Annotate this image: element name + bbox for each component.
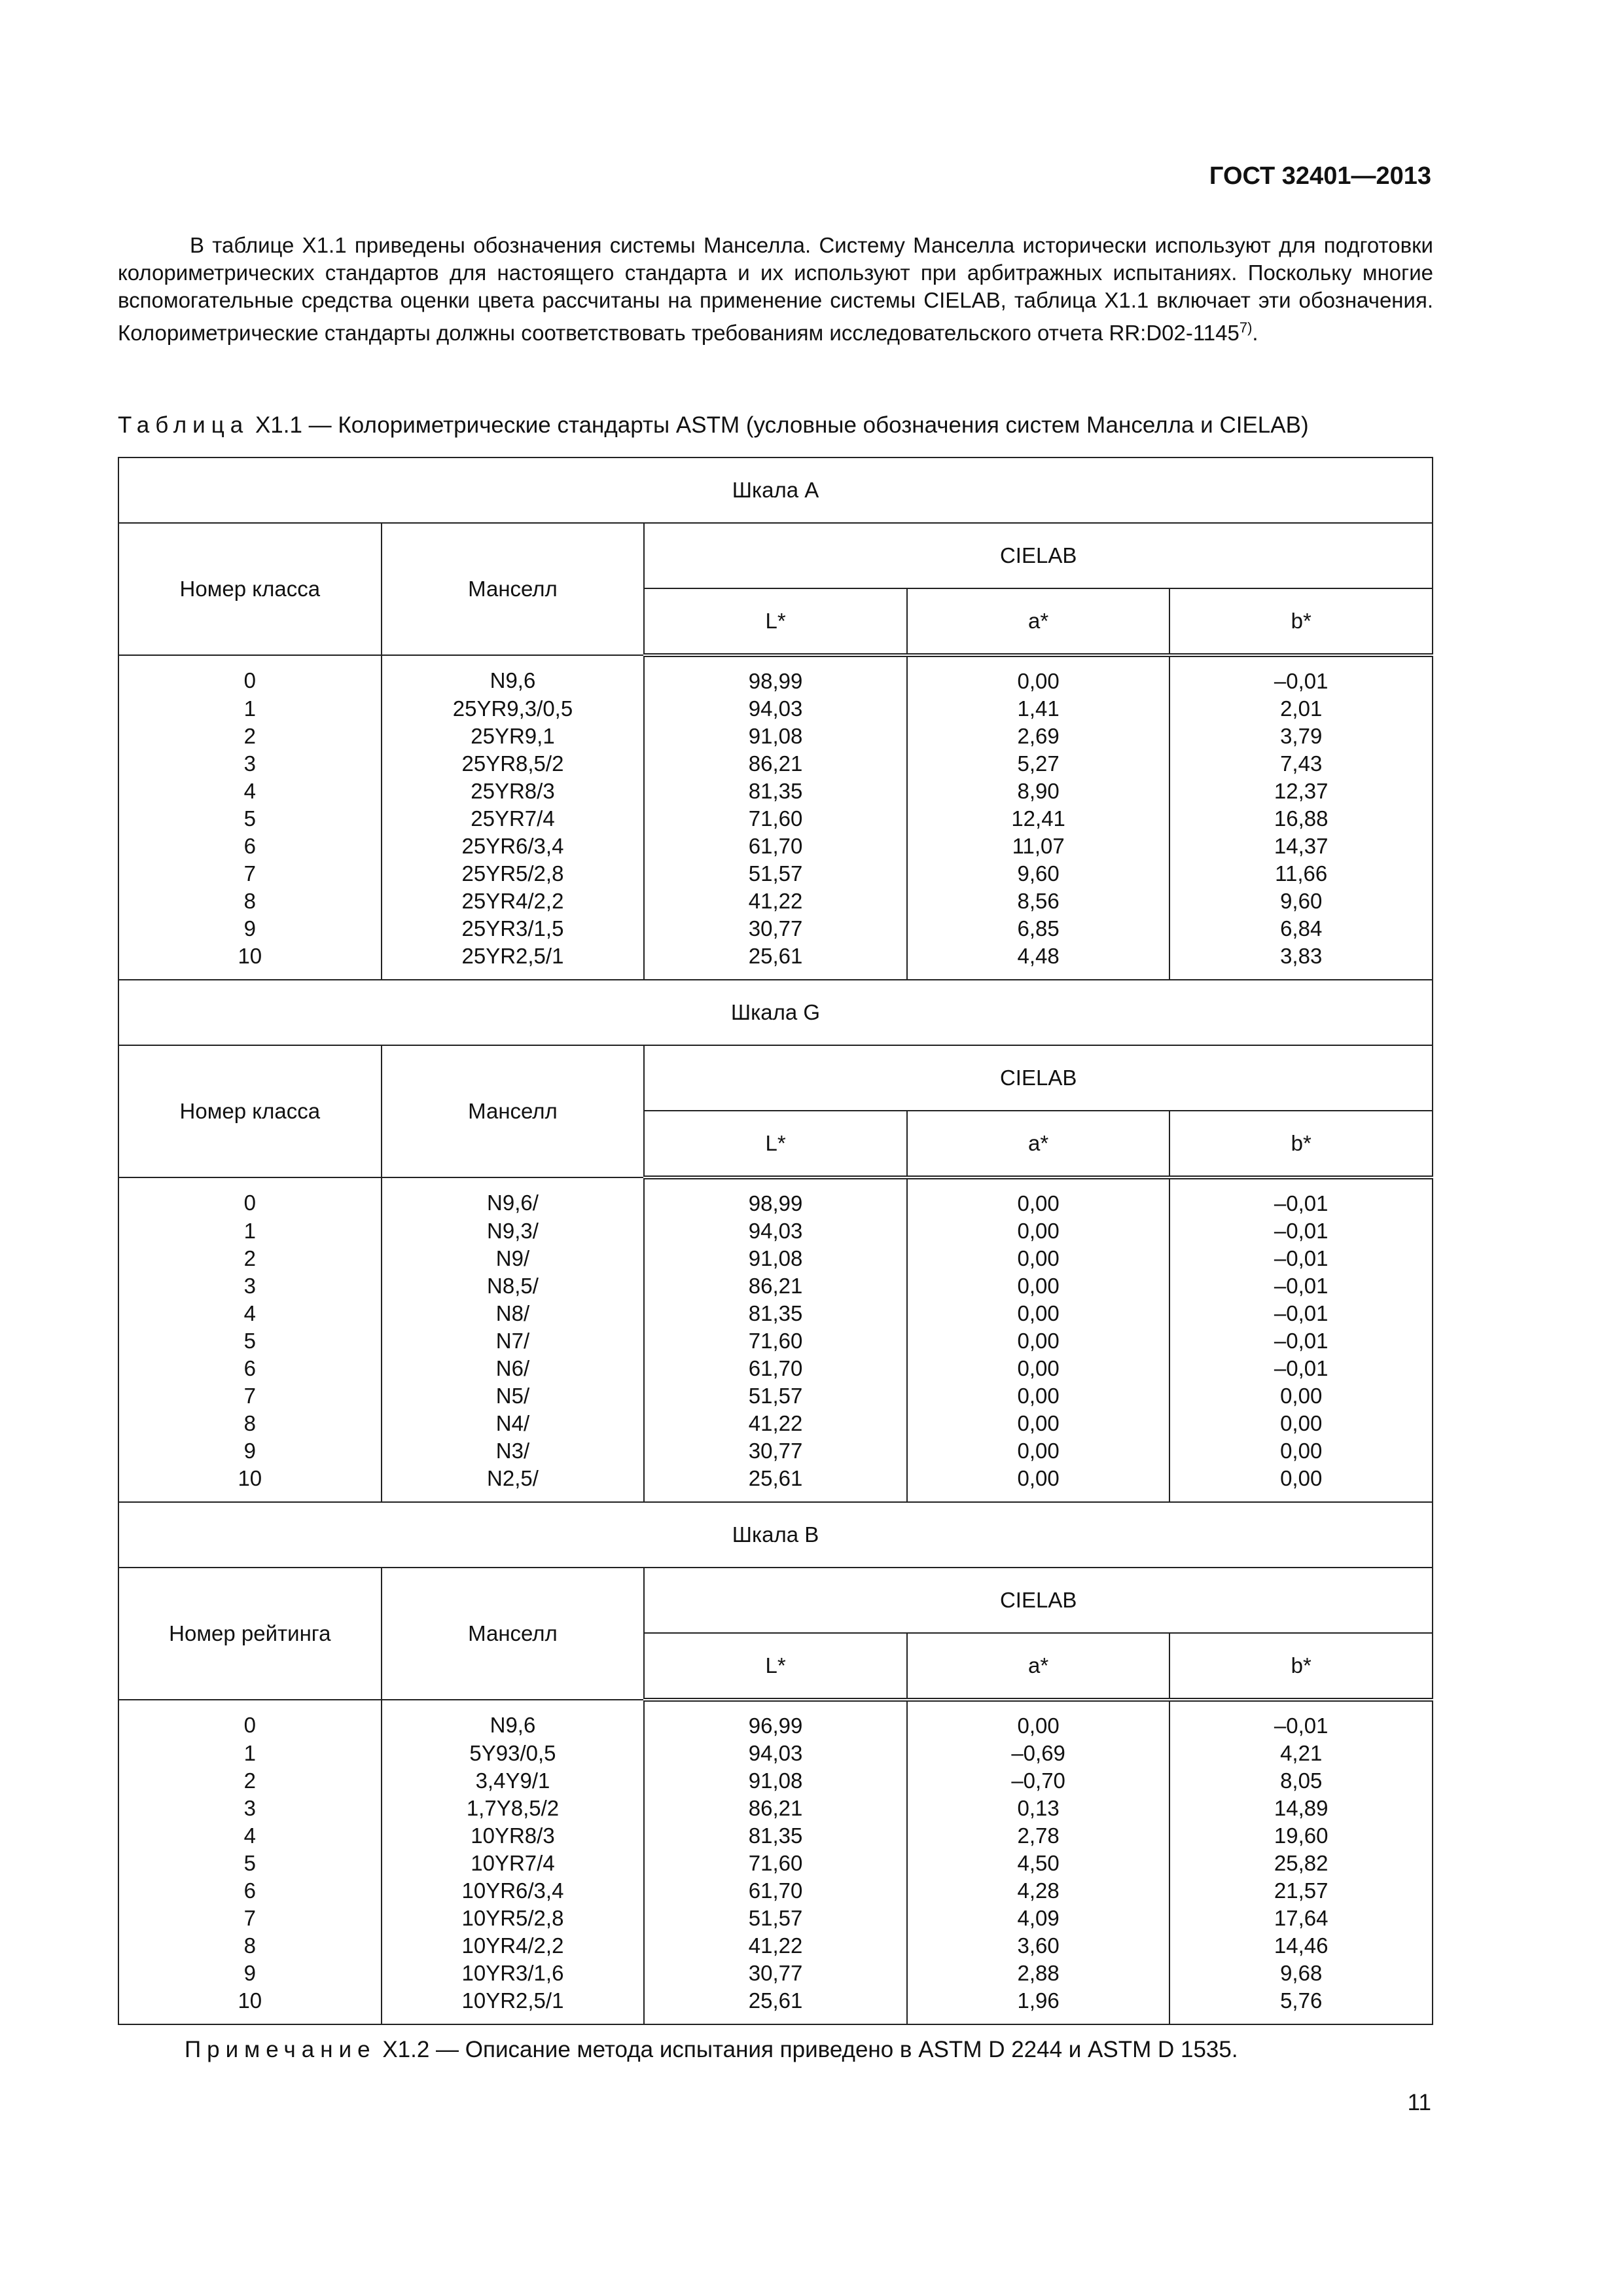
- class-number-cell: 9: [118, 915, 382, 942]
- b-star-cell: 14,46: [1169, 1932, 1433, 1960]
- b-star-cell: –0,01: [1169, 1700, 1433, 1740]
- footnote-ref: 7): [1239, 319, 1253, 336]
- b-star-cell: 9,68: [1169, 1960, 1433, 1987]
- a-star-cell: 0,00: [907, 655, 1170, 695]
- table-row: [118, 1795, 1433, 1822]
- l-star-cell: 98,99: [644, 1177, 907, 1217]
- table-row: [118, 1905, 1433, 1932]
- class-number-cell: 3: [118, 1795, 382, 1822]
- a-star-cell: 0,00: [907, 1327, 1170, 1355]
- class-number-cell: 9: [118, 1437, 382, 1465]
- b-star-cell: 2,01: [1169, 695, 1433, 723]
- l-star-cell: 71,60: [644, 1850, 907, 1877]
- l-star-cell: 86,21: [644, 750, 907, 778]
- l-star-cell: 86,21: [644, 1272, 907, 1300]
- table-row: [118, 750, 1433, 778]
- munsell-cell: 3,4Y9/1: [382, 1767, 645, 1795]
- munsell-cell: N9,6: [382, 1700, 645, 1740]
- b-star-cell: –0,01: [1169, 1245, 1433, 1272]
- a-star-cell: 4,48: [907, 942, 1170, 980]
- class-number-header: Номер класса: [118, 1045, 382, 1177]
- a-star-cell: 4,28: [907, 1877, 1170, 1905]
- intro-end: .: [1252, 321, 1258, 345]
- table-note: [185, 2037, 1238, 2063]
- table-row: [118, 888, 1433, 915]
- l-star-cell: 61,70: [644, 1877, 907, 1905]
- l-star-header: L*: [644, 1633, 907, 1700]
- page-number: 11: [1407, 2090, 1431, 2115]
- l-star-header: L*: [644, 588, 907, 655]
- table-row: [118, 1877, 1433, 1905]
- b-star-cell: 0,00: [1169, 1382, 1433, 1410]
- l-star-cell: 41,22: [644, 888, 907, 915]
- l-star-cell: 91,08: [644, 1767, 907, 1795]
- class-number-cell: 7: [118, 1382, 382, 1410]
- munsell-cell: N9,3/: [382, 1217, 645, 1245]
- table-row: [118, 942, 1433, 980]
- munsell-cell: N6/: [382, 1355, 645, 1382]
- class-number-cell: 2: [118, 723, 382, 750]
- table-caption: [118, 412, 1309, 439]
- b-star-cell: –0,01: [1169, 655, 1433, 695]
- class-number-cell: 0: [118, 1700, 382, 1740]
- scale-title-row: [118, 457, 1433, 523]
- a-star-cell: 0,00: [907, 1410, 1170, 1437]
- b-star-cell: 3,79: [1169, 723, 1433, 750]
- table-row: [118, 1465, 1433, 1502]
- table-row: [118, 695, 1433, 723]
- table-row: [118, 805, 1433, 833]
- b-star-cell: 19,60: [1169, 1822, 1433, 1850]
- munsell-header: Манселл: [382, 1045, 645, 1177]
- a-star-cell: 6,85: [907, 915, 1170, 942]
- l-star-cell: 94,03: [644, 695, 907, 723]
- a-star-header: a*: [907, 1111, 1170, 1177]
- table-row: [118, 1355, 1433, 1382]
- a-star-header: a*: [907, 1633, 1170, 1700]
- munsell-cell: 10YR8/3: [382, 1822, 645, 1850]
- a-star-cell: 11,07: [907, 833, 1170, 860]
- class-number-cell: 10: [118, 1465, 382, 1502]
- class-number-cell: 10: [118, 942, 382, 980]
- a-star-header: a*: [907, 588, 1170, 655]
- a-star-cell: 2,78: [907, 1822, 1170, 1850]
- l-star-cell: 86,21: [644, 1795, 907, 1822]
- b-star-cell: –0,01: [1169, 1327, 1433, 1355]
- b-star-cell: 21,57: [1169, 1877, 1433, 1905]
- table-row: [118, 1410, 1433, 1437]
- class-number-cell: 7: [118, 860, 382, 888]
- a-star-cell: 0,00: [907, 1245, 1170, 1272]
- a-star-cell: 8,90: [907, 778, 1170, 805]
- b-star-cell: 4,21: [1169, 1740, 1433, 1767]
- class-number-cell: 10: [118, 1987, 382, 2024]
- a-star-cell: 2,69: [907, 723, 1170, 750]
- l-star-cell: 25,61: [644, 1465, 907, 1502]
- table-row: [118, 1382, 1433, 1410]
- table-row: [118, 1327, 1433, 1355]
- b-star-cell: 6,84: [1169, 915, 1433, 942]
- a-star-cell: 0,00: [907, 1300, 1170, 1327]
- l-star-cell: 61,70: [644, 833, 907, 860]
- munsell-cell: N9,6: [382, 655, 645, 695]
- munsell-cell: N8,5/: [382, 1272, 645, 1300]
- munsell-cell: 10YR5/2,8: [382, 1905, 645, 1932]
- scale-title: Шкала В: [118, 1502, 1433, 1568]
- table-row: [118, 1767, 1433, 1795]
- class-number-cell: 9: [118, 1960, 382, 1987]
- a-star-cell: 0,00: [907, 1355, 1170, 1382]
- scale-title-row: [118, 1502, 1433, 1568]
- class-number-cell: 4: [118, 778, 382, 805]
- l-star-cell: 25,61: [644, 1987, 907, 2024]
- class-number-header: Номер класса: [118, 523, 382, 655]
- intro-text: В таблице X1.1 приведены обозначения системы Манселла. Систему Манселла исторически используют для подготовки колориметрических стандартов для настоящего стандарта и их используют при арбитражных испытаниях. Поскольку многие вспомогательные средства оценки цвета рассчитаны на применение системы CIELAB, таблица X1.1 включает эти обозначения. Колориметрические стандарты должны соответствовать требованиям исследовательского отчета RR:D02-1145: [118, 233, 1433, 345]
- munsell-cell: N8/: [382, 1300, 645, 1327]
- a-star-cell: 8,56: [907, 888, 1170, 915]
- l-star-cell: 71,60: [644, 1327, 907, 1355]
- l-star-cell: 94,03: [644, 1217, 907, 1245]
- cielab-header: CIELAB: [644, 523, 1433, 588]
- cielab-header: CIELAB: [644, 1568, 1433, 1633]
- intro-paragraph: [118, 232, 1433, 347]
- table-row: [118, 1437, 1433, 1465]
- table-row: [118, 915, 1433, 942]
- munsell-cell: N9/: [382, 1245, 645, 1272]
- class-number-cell: 6: [118, 1355, 382, 1382]
- a-star-cell: 0,00: [907, 1465, 1170, 1502]
- munsell-cell: 10YR6/3,4: [382, 1877, 645, 1905]
- class-number-cell: 1: [118, 695, 382, 723]
- class-number-cell: 5: [118, 805, 382, 833]
- munsell-cell: 10YR4/2,2: [382, 1932, 645, 1960]
- b-star-cell: 14,89: [1169, 1795, 1433, 1822]
- munsell-cell: N2,5/: [382, 1465, 645, 1502]
- a-star-cell: 9,60: [907, 860, 1170, 888]
- class-number-cell: 5: [118, 1850, 382, 1877]
- a-star-cell: –0,70: [907, 1767, 1170, 1795]
- column-header-row: [118, 523, 1433, 588]
- table-row: [118, 1987, 1433, 2024]
- a-star-cell: –0,69: [907, 1740, 1170, 1767]
- munsell-cell: 25YR4/2,2: [382, 888, 645, 915]
- class-number-cell: 3: [118, 1272, 382, 1300]
- munsell-cell: 1,7Y8,5/2: [382, 1795, 645, 1822]
- b-star-cell: 0,00: [1169, 1410, 1433, 1437]
- l-star-cell: 71,60: [644, 805, 907, 833]
- l-star-cell: 94,03: [644, 1740, 907, 1767]
- l-star-cell: 91,08: [644, 1245, 907, 1272]
- a-star-cell: 0,13: [907, 1795, 1170, 1822]
- table-row: [118, 1177, 1433, 1217]
- l-star-cell: 51,57: [644, 860, 907, 888]
- b-star-cell: 12,37: [1169, 778, 1433, 805]
- class-number-cell: 6: [118, 833, 382, 860]
- a-star-cell: 0,00: [907, 1437, 1170, 1465]
- munsell-cell: N9,6/: [382, 1177, 645, 1217]
- table-row: [118, 1960, 1433, 1987]
- b-star-cell: –0,01: [1169, 1177, 1433, 1217]
- table-row: [118, 860, 1433, 888]
- b-star-header: b*: [1169, 1111, 1433, 1177]
- l-star-cell: 30,77: [644, 915, 907, 942]
- a-star-cell: 0,00: [907, 1382, 1170, 1410]
- munsell-cell: 10YR3/1,6: [382, 1960, 645, 1987]
- a-star-cell: 0,00: [907, 1217, 1170, 1245]
- a-star-cell: 4,09: [907, 1905, 1170, 1932]
- b-star-cell: 5,76: [1169, 1987, 1433, 2024]
- scale-title-row: [118, 980, 1433, 1045]
- table-row: [118, 1245, 1433, 1272]
- class-number-cell: 6: [118, 1877, 382, 1905]
- b-star-cell: 11,66: [1169, 860, 1433, 888]
- column-header-row: [118, 1045, 1433, 1111]
- class-number-cell: 7: [118, 1905, 382, 1932]
- b-star-cell: 25,82: [1169, 1850, 1433, 1877]
- colorimetric-standards-table: [118, 457, 1433, 2025]
- munsell-cell: N7/: [382, 1327, 645, 1355]
- class-number-cell: 5: [118, 1327, 382, 1355]
- munsell-cell: 10YR7/4: [382, 1850, 645, 1877]
- a-star-cell: 3,60: [907, 1932, 1170, 1960]
- munsell-cell: 25YR9,1: [382, 723, 645, 750]
- b-star-header: b*: [1169, 588, 1433, 655]
- b-star-cell: 8,05: [1169, 1767, 1433, 1795]
- munsell-cell: 25YR5/2,8: [382, 860, 645, 888]
- a-star-cell: 1,96: [907, 1987, 1170, 2024]
- a-star-cell: 5,27: [907, 750, 1170, 778]
- munsell-cell: 5Y93/0,5: [382, 1740, 645, 1767]
- b-star-cell: 0,00: [1169, 1465, 1433, 1502]
- b-star-cell: –0,01: [1169, 1272, 1433, 1300]
- l-star-cell: 91,08: [644, 723, 907, 750]
- l-star-cell: 25,61: [644, 942, 907, 980]
- table-row: [118, 1217, 1433, 1245]
- class-number-cell: 0: [118, 655, 382, 695]
- b-star-header: b*: [1169, 1633, 1433, 1700]
- l-star-cell: 81,35: [644, 1822, 907, 1850]
- munsell-cell: 25YR2,5/1: [382, 942, 645, 980]
- b-star-cell: 7,43: [1169, 750, 1433, 778]
- l-star-cell: 98,99: [644, 655, 907, 695]
- class-number-cell: 0: [118, 1177, 382, 1217]
- b-star-cell: –0,01: [1169, 1355, 1433, 1382]
- munsell-header: Манселл: [382, 523, 645, 655]
- class-number-cell: 2: [118, 1767, 382, 1795]
- munsell-cell: N3/: [382, 1437, 645, 1465]
- table-row: [118, 1850, 1433, 1877]
- a-star-cell: 0,00: [907, 1272, 1170, 1300]
- note-label: Примечание: [185, 2037, 376, 2062]
- munsell-cell: 25YR3/1,5: [382, 915, 645, 942]
- munsell-cell: 25YR8/3: [382, 778, 645, 805]
- class-number-cell: 4: [118, 1300, 382, 1327]
- a-star-cell: 12,41: [907, 805, 1170, 833]
- class-number-cell: 1: [118, 1217, 382, 1245]
- class-number-cell: 3: [118, 750, 382, 778]
- class-number-cell: 4: [118, 1822, 382, 1850]
- table-row: [118, 1272, 1433, 1300]
- l-star-cell: 81,35: [644, 1300, 907, 1327]
- b-star-cell: 3,83: [1169, 942, 1433, 980]
- munsell-cell: 25YR6/3,4: [382, 833, 645, 860]
- note-text: X1.2 — Описание метода испытания приведено в ASTM D 2244 и ASTM D 1535.: [376, 2037, 1238, 2062]
- b-star-cell: 0,00: [1169, 1437, 1433, 1465]
- scale-title: Шкала А: [118, 457, 1433, 523]
- b-star-cell: –0,01: [1169, 1217, 1433, 1245]
- table-row: [118, 1300, 1433, 1327]
- caption-label: Таблица: [118, 412, 249, 438]
- munsell-cell: N5/: [382, 1382, 645, 1410]
- a-star-cell: 2,88: [907, 1960, 1170, 1987]
- b-star-cell: 14,37: [1169, 833, 1433, 860]
- l-star-header: L*: [644, 1111, 907, 1177]
- class-number-cell: 1: [118, 1740, 382, 1767]
- munsell-cell: 10YR2,5/1: [382, 1987, 645, 2024]
- table-row: [118, 1932, 1433, 1960]
- table-row: [118, 655, 1433, 695]
- column-header-row: [118, 1568, 1433, 1633]
- table-row: [118, 723, 1433, 750]
- munsell-cell: N4/: [382, 1410, 645, 1437]
- table-row: [118, 1740, 1433, 1767]
- b-star-cell: –0,01: [1169, 1300, 1433, 1327]
- class-number-header: Номер рейтинга: [118, 1568, 382, 1700]
- munsell-cell: 25YR9,3/0,5: [382, 695, 645, 723]
- b-star-cell: 9,60: [1169, 888, 1433, 915]
- l-star-cell: 96,99: [644, 1700, 907, 1740]
- cielab-header: CIELAB: [644, 1045, 1433, 1111]
- table-row: [118, 1822, 1433, 1850]
- a-star-cell: 4,50: [907, 1850, 1170, 1877]
- munsell-header: Манселл: [382, 1568, 645, 1700]
- a-star-cell: 1,41: [907, 695, 1170, 723]
- a-star-cell: 0,00: [907, 1177, 1170, 1217]
- l-star-cell: 30,77: [644, 1437, 907, 1465]
- class-number-cell: 8: [118, 1410, 382, 1437]
- class-number-cell: 8: [118, 888, 382, 915]
- munsell-cell: 25YR7/4: [382, 805, 645, 833]
- table-row: [118, 1700, 1433, 1740]
- l-star-cell: 61,70: [644, 1355, 907, 1382]
- l-star-cell: 30,77: [644, 1960, 907, 1987]
- l-star-cell: 41,22: [644, 1932, 907, 1960]
- a-star-cell: 0,00: [907, 1700, 1170, 1740]
- l-star-cell: 51,57: [644, 1905, 907, 1932]
- table-row: [118, 778, 1433, 805]
- scale-title: Шкала G: [118, 980, 1433, 1045]
- b-star-cell: 17,64: [1169, 1905, 1433, 1932]
- table-row: [118, 833, 1433, 860]
- munsell-cell: 25YR8,5/2: [382, 750, 645, 778]
- caption-text: X1.1 — Колориметрические стандарты ASTM (условные обозначения систем Манселла и CIELAB): [249, 412, 1309, 438]
- class-number-cell: 2: [118, 1245, 382, 1272]
- l-star-cell: 41,22: [644, 1410, 907, 1437]
- document-header: ГОСТ 32401—2013: [1209, 162, 1431, 190]
- class-number-cell: 8: [118, 1932, 382, 1960]
- l-star-cell: 81,35: [644, 778, 907, 805]
- l-star-cell: 51,57: [644, 1382, 907, 1410]
- b-star-cell: 16,88: [1169, 805, 1433, 833]
